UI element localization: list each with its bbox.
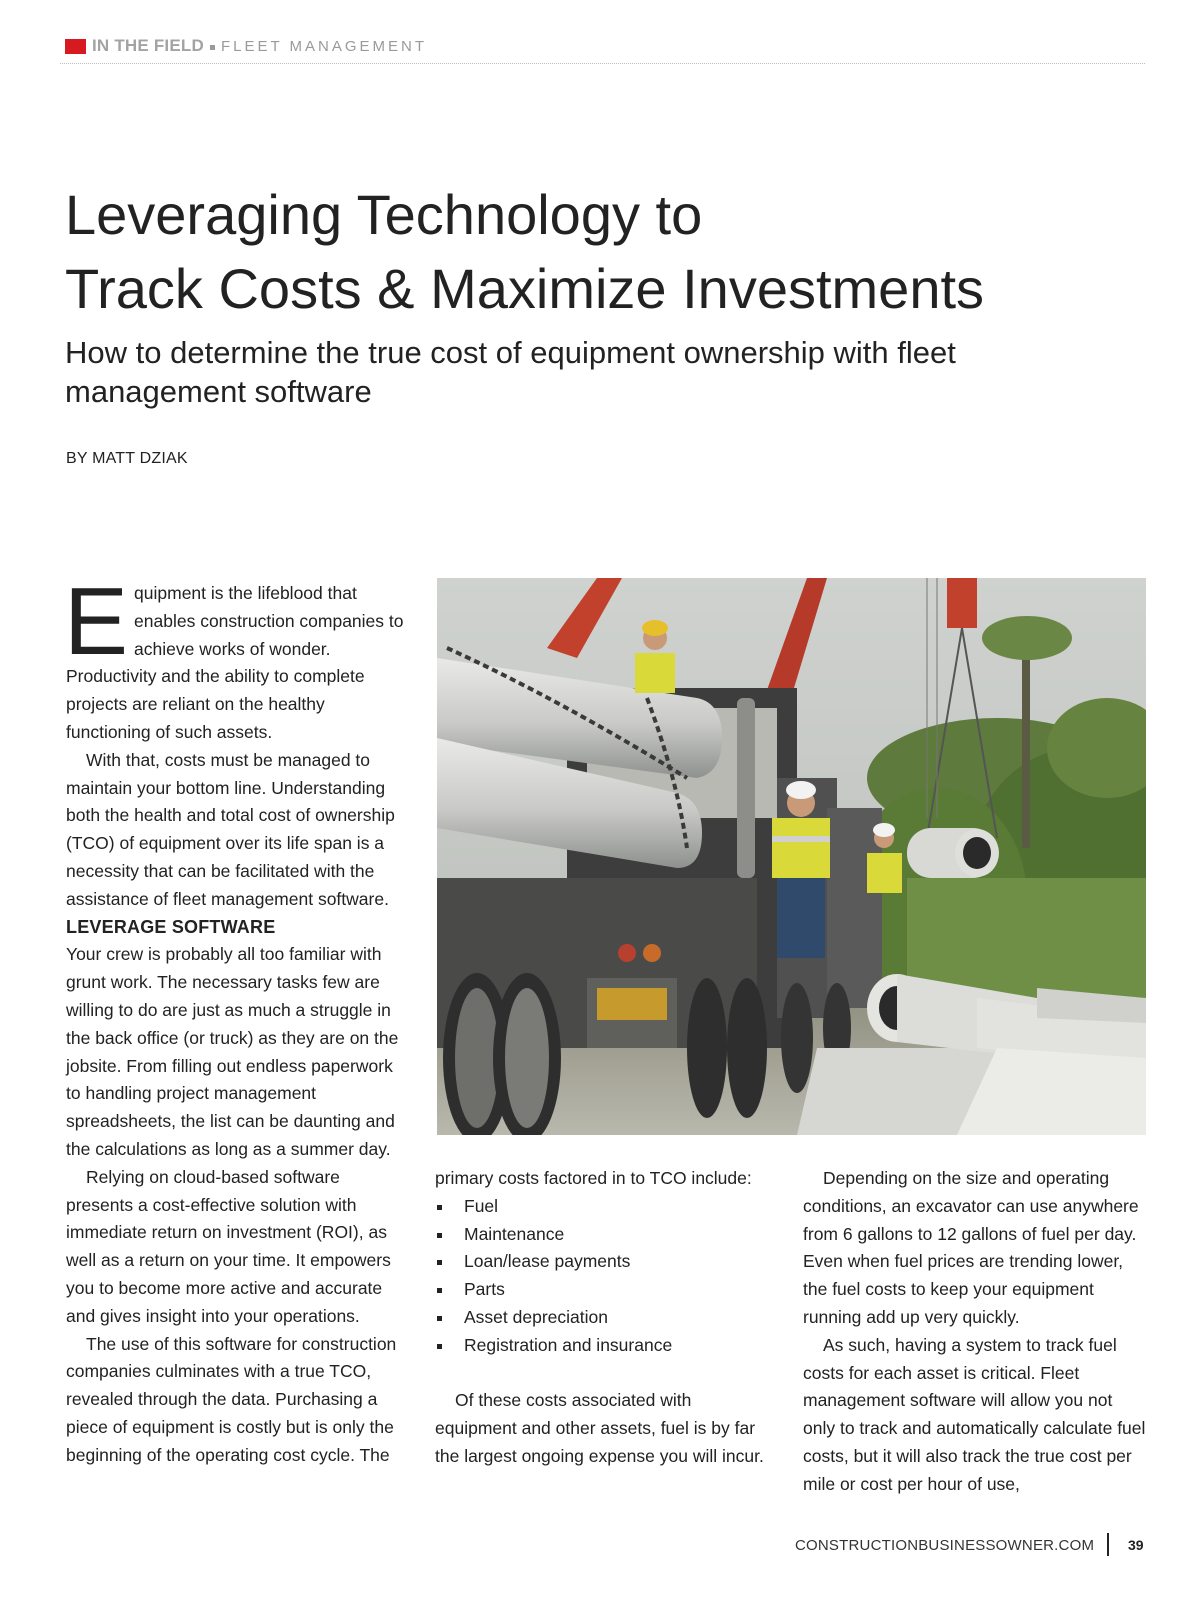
paragraph: As such, having a system to track fuel costs for each asset is critical. Fleet management software will allow you not only to track and automatically calculate fuel costs, but it will also track the true cost per mile or cost per hour of use, <box>803 1334 1146 1494</box>
spacer <box>435 1360 775 1388</box>
column-right <box>803 1165 1148 1499</box>
page-number: 39 <box>1128 1537 1144 1553</box>
header-divider <box>60 63 1145 64</box>
drop-cap: E <box>64 568 129 675</box>
construction-photo <box>437 578 1146 1135</box>
photo-illustration <box>437 578 1146 1135</box>
title-line-1: Leveraging Technology to <box>65 183 703 246</box>
section-color-block <box>65 39 86 54</box>
list-item: Registration and insurance <box>435 1332 775 1360</box>
footer-divider <box>1107 1533 1109 1556</box>
section-label: IN THE FIELD <box>92 36 204 55</box>
paragraph: Depending on the size and operating conditions, an excavator can use anywhere from 6 gallons to 12 gallons of fuel per day. Even when fuel prices are trending lower, the fuel costs to keep your equipment running add up very quickly. <box>803 1168 1139 1327</box>
section-heading: LEVERAGE SOFTWARE <box>66 916 276 937</box>
list-item: Fuel <box>435 1193 775 1221</box>
intro-text: quipment is the lifeblood that enables construction companies to achieve works of wonder. Productivity and the ability to complete projects are reliant on the healthy functioning of such assets. <box>66 583 404 742</box>
title-line-2: Track Costs & Maximize Investments <box>65 257 985 320</box>
paragraph: Relying on cloud-based software presents a cost-effective solution with immediate return on investment (ROI), as well as a return on your time. It empowers you to become more active and accurate and gives insight into your operations. <box>66 1166 391 1326</box>
article-subtitle: How to determine the true cost of equipment ownership with fleet management software <box>65 335 956 409</box>
subsection-label: FLEET MANAGEMENT <box>220 37 428 55</box>
list-item: Parts <box>435 1276 775 1304</box>
list-item: Loan/lease payments <box>435 1248 775 1276</box>
paragraph: Your crew is probably all too familiar with grunt work. The necessary tasks few are willing to do are just as much a struggle in the back office (or truck) as they are on the jobsite. From filling out endless paperwork to handling project management spreadsheets, the list can be daunting and the calculations as long as a summer day. <box>66 944 399 1159</box>
article-title <box>65 178 1145 326</box>
paragraph: With that, costs must be managed to maintain your bottom line. Understanding both the health and total cost of ownership (TCO) of equipment over its life span is a necessity that can be facilitated with the assistance of fleet management software. <box>66 749 395 909</box>
separator-square <box>210 45 215 50</box>
paragraph: primary costs factored in to TCO include: <box>435 1168 752 1188</box>
footer-website: CONSTRUCTIONBUSINESSOWNER.COM <box>795 1537 1095 1554</box>
cost-list <box>435 1193 775 1360</box>
column-left <box>64 568 411 1470</box>
section-header <box>65 36 427 56</box>
list-item: Asset depreciation <box>435 1304 775 1332</box>
intro-paragraph <box>64 568 411 747</box>
byline: BY MATT DZIAK <box>66 450 188 467</box>
paragraph: Of these costs associated with equipment and other assets, fuel is by far the largest ongoing expense you will incur. <box>435 1390 764 1466</box>
paragraph: The use of this software for construction companies culminates with a true TCO, revealed through the data. Purchasing a piece of equipment is costly but is only the beginning of the operating cost cycle. The <box>66 1333 397 1465</box>
list-item: Maintenance <box>435 1221 775 1249</box>
column-middle <box>435 1165 775 1471</box>
